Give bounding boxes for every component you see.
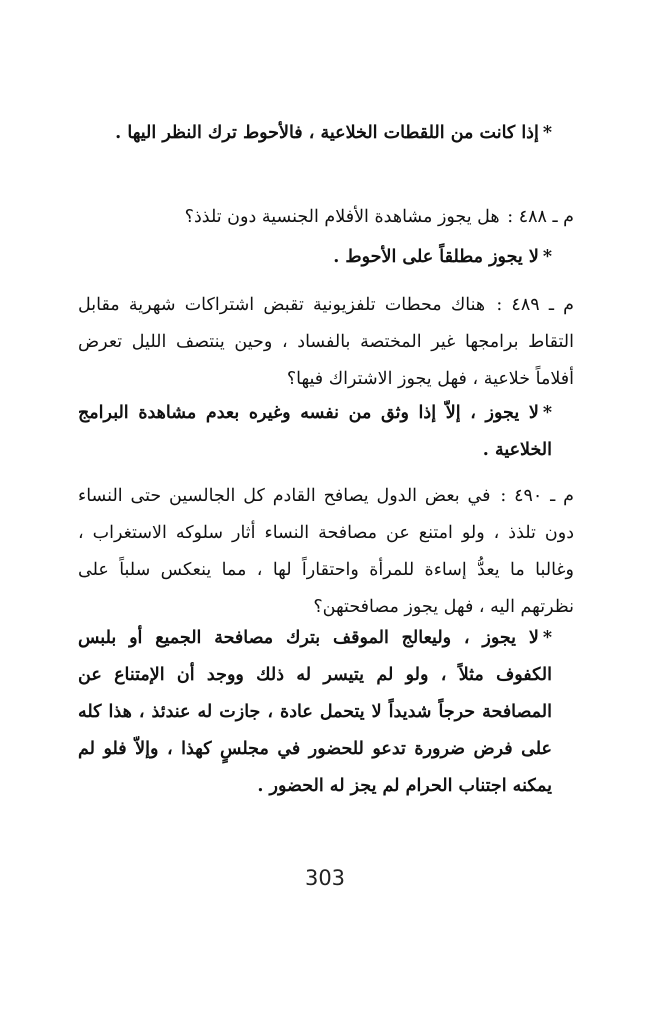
page-number: 303 bbox=[304, 866, 346, 890]
answer-text: لا يجوز ، إلاّ إذا وثق من نفسه وغيره بعدم مشاهدة البرامج الخلاعية . bbox=[78, 403, 552, 460]
answer-text: إذا كانت من اللقطات الخلاعية ، فالأحوط ترك النظر اليها . bbox=[115, 123, 539, 143]
answer-block-488 bbox=[78, 239, 552, 276]
answer-block-1 bbox=[78, 115, 552, 152]
answer-text: لا يجوز مطلقاً على الأحوط . bbox=[333, 247, 539, 267]
answer-star-marker: * bbox=[542, 123, 552, 143]
question-number: م ـ ٤٨٨ : bbox=[507, 207, 574, 227]
answer-star-marker: * bbox=[542, 247, 552, 267]
question-text: في بعض الدول يصافح القادم كل الجالسين حتى النساء دون تلذذ ، ولو امتنع عن مصافحة النساء أثار سلوكه الاستغراب ، وغالبا ما يعدُّ إساءة للمرأة واحتقاراً لها ، مما ينعكس سلباً على نظرتهم اليه ، فهل يجوز مصافحتهن؟ bbox=[78, 486, 574, 617]
question-text: هل يجوز مشاهدة الأفلام الجنسية دون تلذذ؟ bbox=[184, 207, 500, 227]
answer-star-marker: * bbox=[542, 403, 552, 423]
question-number: م ـ ٤٨٩ : bbox=[496, 295, 574, 315]
question-489 bbox=[78, 287, 574, 398]
answer-text: لا يجوز ، وليعالج الموقف بترك مصافحة الجميع أو بلبس الكفوف مثلاً ، ولو لم يتيسر له ذلك ووجد أن الإمتناع عن المصافحة حرجاً شديداً لا يتحمل عادة ، جازت له عندئذ ، هذا كله على فرض ضرورة تدعو للحضور في مجلسٍ كهذا ، وإلاّ فلو لم يمكنه اجتناب الحرام لم يجز له الحضور . bbox=[78, 628, 552, 796]
question-490 bbox=[78, 478, 574, 626]
answer-block-490 bbox=[78, 620, 552, 805]
question-text: هناك محطات تلفزيونية تقبض اشتراكات شهرية مقابل التقاط برامجها غير المختصة بالفساد ، وحين ينتصف الليل تعرض أفلاماً خلاعية ، فهل يجوز الاشتراك فيها؟ bbox=[78, 295, 574, 389]
question-488 bbox=[78, 199, 574, 236]
question-number: م ـ ٤٩٠ : bbox=[500, 486, 574, 506]
answer-block-489 bbox=[78, 395, 552, 469]
answer-star-marker: * bbox=[542, 628, 552, 648]
